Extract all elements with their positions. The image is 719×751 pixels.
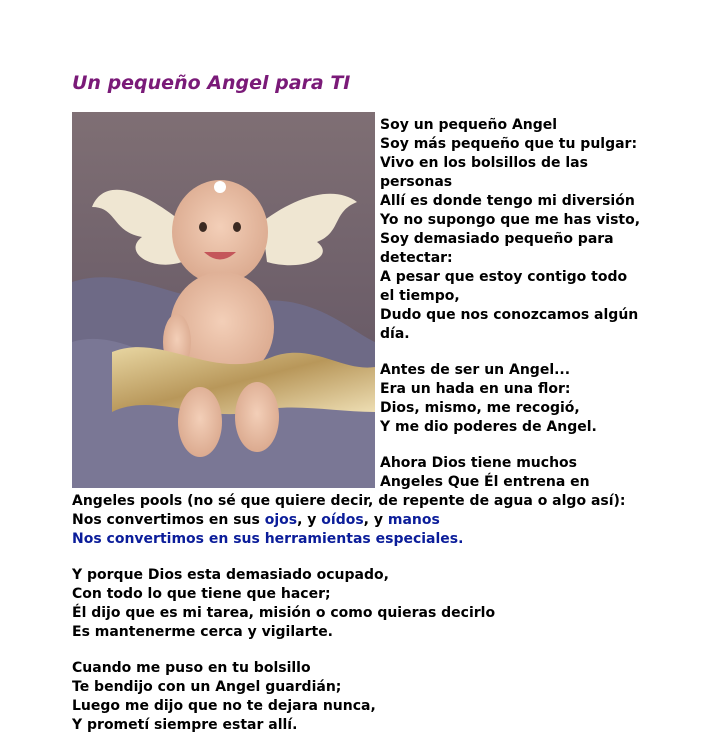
page-title: Un pequeño Angel para TI: [72, 72, 351, 94]
stanza1-line: Dudo que nos conozcamos algún: [380, 307, 639, 323]
stanza2-line: Y me dio poderes de Angel.: [380, 419, 597, 435]
ears-word: oídos: [321, 512, 364, 528]
stanza1-line: Soy demasiado pequeño para: [380, 231, 614, 247]
baby-angel-photo: [72, 112, 375, 488]
stanza4-line: Es mantenerme cerca y vigilarte.: [72, 624, 334, 640]
stanza3-line-senses: Nos convertimos en sus ojos, y oídos, y manos: [72, 512, 440, 528]
stanza1-line: el tiempo,: [380, 288, 460, 304]
stanza2-line: Dios, mismo, me recogió,: [380, 400, 580, 416]
stanza4-line: Y porque Dios esta demasiado ocupado,: [72, 567, 389, 583]
stanza1-line: Soy más pequeño que tu pulgar:: [380, 136, 638, 152]
stanza1-line: Soy un pequeño Angel: [380, 117, 558, 133]
stanza3-line: Angeles pools (no sé que quiere decir, de repente de agua o algo así):: [72, 493, 626, 509]
baby-angel-photo-icon: [72, 112, 375, 488]
stanza5-line: Te bendijo con un Angel guardián;: [72, 679, 342, 695]
stanza3-line: Ahora Dios tiene muchos: [380, 455, 577, 471]
stanza2-line: Era un hada en una flor:: [380, 381, 571, 397]
stanza1-line: Allí es donde tengo mi diversión: [380, 193, 635, 209]
stanza1-line: Vivo en los bolsillos de las: [380, 155, 588, 171]
eyes-word: ojos: [264, 512, 298, 528]
stanza1-line: personas: [380, 174, 453, 190]
stanza1-line: Yo no supongo que me has visto,: [380, 212, 641, 228]
stanza2-line: Antes de ser un Angel...: [380, 362, 571, 378]
stanza1-line: A pesar que estoy contigo todo: [380, 269, 628, 285]
stanza3-line-tools: Nos convertimos en sus herramientas especiales.: [72, 531, 464, 547]
stanza3-line: Angeles Que Él entrena en: [380, 474, 590, 490]
stanza5-line: Cuando me puso en tu bolsillo: [72, 660, 311, 676]
stanza1-line: detectar:: [380, 250, 453, 266]
stanza4-line: Con todo lo que tiene que hacer;: [72, 586, 331, 602]
hands-word: manos: [387, 512, 440, 528]
stanza5-line: Y prometí siempre estar allí.: [72, 717, 298, 733]
stanza5-line: Luego me dijo que no te dejara nunca,: [72, 698, 376, 714]
stanza4-line: Él dijo que es mi tarea, misión o como quieras decirlo: [72, 605, 496, 621]
stanza1-line: día.: [380, 326, 410, 342]
